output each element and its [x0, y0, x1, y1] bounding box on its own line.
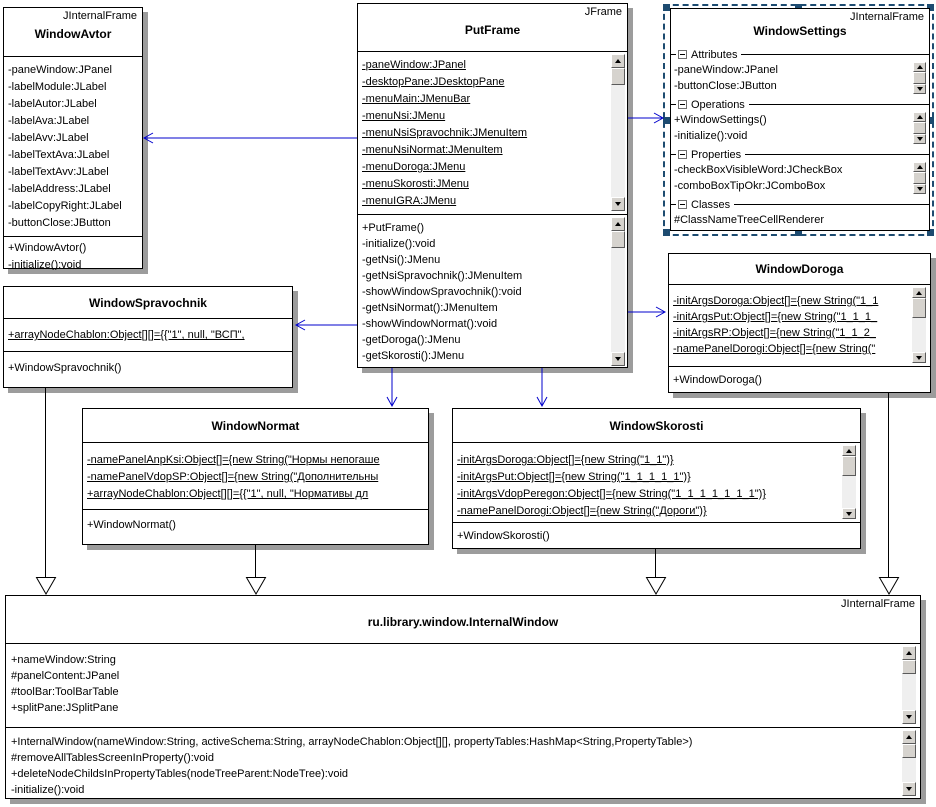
attribute-line: -menuSkorosti:JMenu: [362, 178, 469, 190]
arrow-putframe-to-windowsettings[interactable]: [628, 111, 665, 125]
section-label: Operations: [691, 98, 745, 111]
scrollbar-thumb[interactable]: [912, 298, 926, 318]
attribute-line: -menuIGRA:JMenu: [362, 195, 457, 207]
arrow-putframe-to-windownormat[interactable]: [385, 368, 399, 408]
scroll-down-button[interactable]: [913, 84, 926, 94]
attribute-line: -menuNsi:JMenu: [362, 110, 446, 122]
attributes-scrollbar[interactable]: [912, 287, 926, 363]
class-name: PutFrame: [464, 23, 521, 37]
attribute-line: -buttonClose:JButton: [8, 217, 111, 229]
down-arrow-icon: [615, 357, 621, 361]
method-line: +WindowSpravochnik(): [8, 362, 122, 374]
scroll-down-button[interactable]: [611, 352, 625, 366]
selection-handle[interactable]: [663, 4, 670, 11]
property-line: -checkBoxVisibleWord:JCheckBox: [674, 164, 843, 176]
down-arrow-icon: [916, 356, 922, 360]
section-header-properties: [671, 147, 929, 162]
scrollbar-track[interactable]: [611, 85, 625, 197]
scroll-down-button[interactable]: [913, 184, 926, 194]
section-header-attributes: [671, 47, 929, 62]
attribute-line: -menuDoroga:JMenu: [362, 161, 466, 173]
attribute-line: -initArgsDoroga:Object[]={new String("1_1: [673, 295, 879, 307]
attribute-line: -menuNsiNormat:JMenuItem: [362, 144, 503, 156]
attribute-line: -initArgsPut:Object[]={new String("1_1_1_1_1")}: [457, 471, 691, 483]
scrollbar-thumb[interactable]: [611, 231, 625, 248]
class-putframe[interactable]: [357, 3, 628, 368]
attribute-line: +arrayNodeChablon:Object[][]={{"1", null, "Нормативы дл: [87, 488, 369, 500]
attribute-line: -namePanelVdopSP:Object[]={new String("Дополнительны: [87, 471, 379, 483]
scrollbar-track[interactable]: [912, 318, 926, 352]
attribute-line: +nameWindow:String: [11, 654, 116, 666]
section-label: Properties: [691, 148, 742, 161]
section-label: Attributes: [691, 48, 738, 61]
class-windowavtor[interactable]: [3, 7, 143, 269]
down-arrow-icon: [906, 715, 912, 719]
method-line: -getDoroga():JMenu: [362, 334, 461, 346]
scroll-up-button[interactable]: [842, 445, 856, 456]
attribute-line: -labelAva:JLabel: [8, 115, 90, 127]
class-windowspravochnik[interactable]: [3, 286, 293, 388]
class-name: WindowNormat: [211, 418, 300, 433]
scroll-up-button[interactable]: [913, 162, 926, 172]
attribute-line: -labelModule:JLabel: [8, 81, 107, 93]
attribute-line: -desktopPane:JDesktopPane: [362, 76, 505, 88]
inheritance-triangle-windowdoroga[interactable]: [879, 577, 899, 595]
scrollbar-thumb[interactable]: [611, 68, 625, 85]
scrollbar-thumb[interactable]: [902, 660, 916, 674]
section-header-operations: [671, 97, 929, 112]
method-line: -getNsi():JMenu: [362, 254, 441, 266]
attribute-line: -paneWindow:JPanel: [674, 64, 778, 76]
class-name: WindowDoroga: [755, 262, 844, 276]
attribute-line: #panelContent:JPanel: [11, 670, 120, 682]
stereotype-label: JInternalFrame: [850, 11, 924, 23]
attribute-line: #toolBar:ToolBarTable: [11, 686, 119, 698]
scroll-down-button[interactable]: [902, 782, 916, 796]
class-name: WindowSettings: [753, 24, 847, 38]
inheritance-triangle-windownormat[interactable]: [246, 577, 266, 595]
method-line: -initialize():void: [674, 130, 748, 142]
scroll-up-button[interactable]: [912, 287, 926, 298]
method-line: +WindowSkorosti(): [457, 530, 550, 542]
method-line: -initialize():void: [362, 238, 436, 250]
scrollbar-thumb[interactable]: [913, 72, 926, 84]
class-name: ru.library.window.InternalWindow: [367, 615, 559, 629]
method-line: -getNsiSpravochnik():JMenuItem: [362, 270, 523, 282]
arrow-putframe-to-windowspravochnik[interactable]: [295, 318, 357, 332]
method-line: -showWindowNormat():void: [362, 318, 498, 330]
collapse-minus-icon[interactable]: [678, 100, 687, 109]
attributes-scrollbar[interactable]: [902, 646, 916, 724]
attribute-line: -labelAutor:JLabel: [8, 98, 97, 110]
section-label: Classes: [691, 198, 731, 211]
scrollbar-thumb[interactable]: [902, 744, 916, 758]
method-line: -getNsiNormat():JMenuItem: [362, 302, 498, 314]
attribute-line: +arrayNodeChablon:Object[][]={{"1", null, "ВСП",: [8, 329, 245, 341]
scroll-down-button[interactable]: [842, 508, 856, 519]
scroll-up-button[interactable]: [902, 730, 916, 744]
down-arrow-icon: [917, 137, 923, 141]
attribute-line: -menuMain:JMenuBar: [362, 93, 471, 105]
attribute-line: -labelAddress:JLabel: [8, 183, 111, 195]
scroll-down-button[interactable]: [913, 134, 926, 144]
class-windowdoroga[interactable]: [668, 253, 931, 393]
arrow-putframe-to-windowskorosti[interactable]: [535, 368, 549, 408]
property-line: -comboBoxTipOkr:JComboBox: [674, 180, 826, 192]
mini-scrollbar[interactable]: [913, 62, 926, 94]
method-line: +PutFrame(): [362, 222, 425, 234]
scrollbar-track[interactable]: [611, 248, 625, 352]
attribute-line: -namePanelDorogi:Object[]={new String(": [673, 343, 876, 355]
method-line: -getSkorosti():JMenu: [362, 350, 465, 362]
inheritance-line-windownormat[interactable]: [255, 545, 256, 577]
method-line: +WindowDoroga(): [673, 374, 762, 386]
mini-scrollbar[interactable]: [913, 112, 926, 144]
attributes-scrollbar[interactable]: [842, 445, 856, 519]
collapse-minus-icon[interactable]: [678, 150, 687, 159]
class-name: WindowAvtor: [34, 27, 112, 41]
down-arrow-icon: [906, 787, 912, 791]
scrollbar-thumb[interactable]: [913, 172, 926, 184]
scroll-up-button[interactable]: [913, 62, 926, 72]
methods-scrollbar[interactable]: [902, 730, 916, 796]
down-arrow-icon: [917, 187, 923, 191]
attribute-line: -paneWindow:JPanel: [8, 64, 112, 76]
scroll-up-button[interactable]: [611, 217, 625, 231]
attribute-line: -buttonClose:JButton: [674, 80, 777, 92]
attribute-line: -namePanelAnpKsi:Object[]={new String("Нормы непогаше: [87, 454, 380, 466]
stereotype-label: JFrame: [584, 6, 622, 18]
scrollbar-track[interactable]: [902, 758, 916, 782]
method-line: #removeAllTablesScreenInProperty():void: [11, 752, 214, 764]
up-arrow-icon: [916, 291, 922, 295]
up-arrow-icon: [846, 449, 852, 453]
inheritance-line-windowspravochnik[interactable]: [45, 388, 46, 577]
section-header-classes: [671, 197, 929, 212]
class-name: WindowSkorosti: [609, 418, 704, 433]
arrow-putframe-to-windowavtor[interactable]: [143, 131, 358, 145]
scroll-down-button[interactable]: [912, 352, 926, 363]
up-arrow-icon: [615, 222, 621, 226]
class-internalwindow[interactable]: [5, 595, 921, 799]
up-arrow-icon: [917, 115, 923, 119]
scroll-down-button[interactable]: [902, 710, 916, 724]
down-arrow-icon: [846, 512, 852, 516]
up-arrow-icon: [615, 59, 621, 63]
arrow-putframe-to-windowdoroga[interactable]: [628, 305, 667, 319]
class-line: #ClassNameTreeCellRenderer: [674, 214, 824, 226]
attribute-line: -labelCopyRight:JLabel: [8, 200, 122, 212]
scroll-up-button[interactable]: [913, 112, 926, 122]
attribute-line: +splitPane:JSplitPane: [11, 702, 119, 714]
class-windownormat[interactable]: [82, 408, 429, 545]
method-line: +WindowSettings(): [674, 114, 767, 126]
selection-handle[interactable]: [663, 229, 670, 236]
class-windowskorosti[interactable]: [452, 408, 861, 549]
attribute-line: -menuNsiSpravochnik:JMenuItem: [362, 127, 528, 139]
collapse-minus-icon[interactable]: [678, 200, 687, 209]
scroll-up-button[interactable]: [902, 646, 916, 660]
attribute-line: -paneWindow:JPanel: [362, 59, 466, 71]
class-name: WindowSpravochnik: [89, 295, 207, 310]
method-line: -initialize():void: [8, 259, 82, 270]
inheritance-triangle-windowskorosti[interactable]: [646, 577, 666, 595]
attribute-line: -initArgsPut:Object[]={new String("1_1_1_: [673, 311, 878, 323]
scrollbar-track[interactable]: [902, 674, 916, 710]
method-line: +WindowNormat(): [87, 519, 176, 531]
method-line: -showWindowSpravochnik():void: [362, 286, 522, 298]
stereotype-label: JInternalFrame: [841, 598, 915, 610]
stereotype-label: JInternalFrame: [63, 10, 137, 22]
attribute-line: -namePanelDorogi:Object[]={new String("Дороги")}: [457, 505, 707, 517]
method-line: +InternalWindow(nameWindow:String, activeSchema:String, arrayNodeChablon:Object[][], propertyTables:HashMap<String,PropertyTable>): [11, 736, 693, 748]
attribute-line: -labelTextAva:JLabel: [8, 149, 110, 161]
down-arrow-icon: [917, 87, 923, 91]
attributes-scrollbar[interactable]: [611, 54, 625, 211]
method-line: +WindowAvtor(): [8, 242, 87, 254]
down-arrow-icon: [615, 202, 621, 206]
inheritance-line-windowskorosti[interactable]: [655, 549, 656, 577]
attribute-line: -initArgsVdopPeregon:Object[]={new String("1_1_1_1_1_1_1")}: [457, 488, 766, 500]
scrollbar-thumb[interactable]: [842, 456, 856, 476]
attribute-line: -labelTextAvv:JLabel: [8, 166, 109, 178]
up-arrow-icon: [917, 65, 923, 69]
selection-rectangle[interactable]: [663, 4, 934, 236]
attribute-line: -initArgsRP:Object[]={new String("1_1_2_: [673, 327, 876, 339]
method-line: +deleteNodeChildsInPropertyTables(nodeTreeParent:NodeTree):void: [11, 768, 349, 780]
scroll-down-button[interactable]: [611, 197, 625, 211]
scrollbar-thumb[interactable]: [913, 122, 926, 134]
method-line: -initialize():void: [11, 784, 85, 796]
scrollbar-track[interactable]: [842, 476, 856, 508]
up-arrow-icon: [917, 165, 923, 169]
up-arrow-icon: [906, 651, 912, 655]
class-windowsettings[interactable]: [670, 8, 930, 231]
mini-scrollbar[interactable]: [913, 162, 926, 194]
scroll-up-button[interactable]: [611, 54, 625, 68]
attribute-line: -initArgsDoroga:Object[]={new String("1_1")}: [457, 454, 674, 466]
inheritance-triangle-windowspravochnik[interactable]: [36, 577, 56, 595]
inheritance-line-windowdoroga[interactable]: [888, 393, 889, 577]
collapse-minus-icon[interactable]: [678, 50, 687, 59]
attribute-line: -labelAvv:JLabel: [8, 132, 89, 144]
methods-scrollbar[interactable]: [611, 217, 625, 366]
up-arrow-icon: [906, 735, 912, 739]
